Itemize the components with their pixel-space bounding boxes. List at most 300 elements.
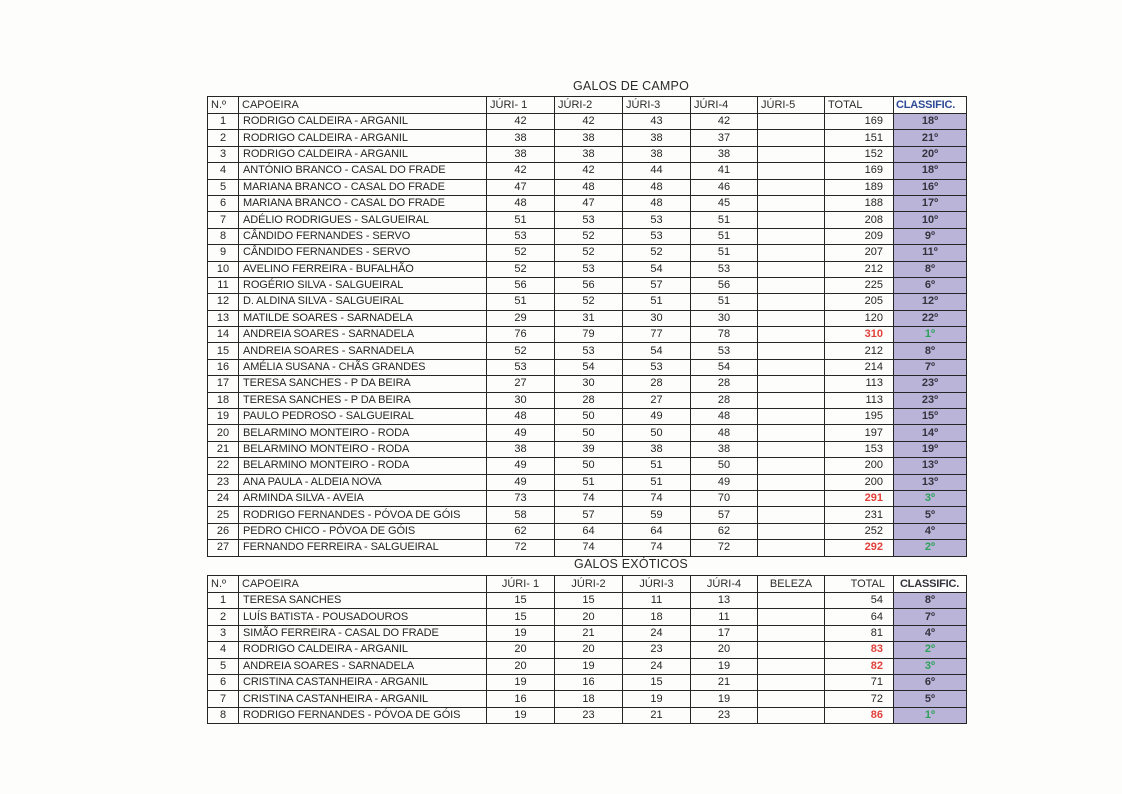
table-row [208,691,967,707]
cell-juri2: 23 [555,707,623,723]
cell-juri1: 49 [487,474,555,490]
cell-classific: 18º [894,114,967,130]
cell-extra [758,691,825,707]
cell-total: 188 [825,195,894,211]
cell-capoeira: RODRIGO CALDEIRA - ARGANIL [239,130,487,146]
cell-extra [758,642,825,658]
cell-juri1: 58 [487,507,555,523]
cell-juri4: 70 [691,490,758,506]
cell-juri4: 42 [691,114,758,130]
cell-juri1: 72 [487,540,555,556]
cell-juri4: 17 [691,625,758,641]
cell-extra [758,674,825,690]
cell-juri2: 15 [555,593,623,609]
cell-juri2: 64 [555,523,623,539]
column-header-classific: CLASSIFIC. [894,576,967,593]
cell-juri2: 38 [555,146,623,162]
cell-juri3: 64 [623,523,691,539]
cell-total: 195 [825,409,894,425]
cell-extra [758,458,825,474]
cell-juri4: 46 [691,179,758,195]
table-row [208,294,967,310]
cell-juri2: 20 [555,609,623,625]
cell-juri2: 56 [555,277,623,293]
cell-extra [758,212,825,228]
cell-capoeira: AVELINO FERREIRA - BUFALHÃO [239,261,487,277]
cell-number: 13 [208,310,239,326]
cell-number: 14 [208,327,239,343]
cell-number: 7 [208,691,239,707]
cell-capoeira: ROGÉRIO SILVA - SALGUEIRAL [239,277,487,293]
cell-classific: 14º [894,425,967,441]
cell-total: 200 [825,474,894,490]
cell-juri3: 11 [623,593,691,609]
cell-classific: 13º [894,474,967,490]
cell-number: 4 [208,642,239,658]
column-header-capoeira: CAPOEIRA [239,576,487,593]
cell-juri2: 30 [555,376,623,392]
cell-juri3: 24 [623,625,691,641]
cell-number: 25 [208,507,239,523]
cell-juri3: 19 [623,691,691,707]
cell-juri1: 52 [487,261,555,277]
cell-classific: 2º [894,540,967,556]
cell-juri1: 15 [487,593,555,609]
cell-number: 8 [208,707,239,723]
cell-extra [758,625,825,641]
table-row [208,441,967,457]
cell-number: 27 [208,540,239,556]
cell-juri2: 74 [555,490,623,506]
cell-total: 205 [825,294,894,310]
cell-total: 291 [825,490,894,506]
cell-juri4: 37 [691,130,758,146]
cell-capoeira: ADÉLIO RODRIGUES - SALGUEIRAL [239,212,487,228]
cell-capoeira: BELARMINO MONTEIRO - RODA [239,441,487,457]
cell-juri3: 30 [623,310,691,326]
cell-juri3: 54 [623,261,691,277]
table-row [208,359,967,375]
cell-juri4: 53 [691,261,758,277]
cell-juri1: 52 [487,343,555,359]
cell-total: 310 [825,327,894,343]
cell-juri4: 45 [691,195,758,211]
cell-juri4: 23 [691,707,758,723]
cell-juri1: 52 [487,245,555,261]
cell-juri4: 41 [691,163,758,179]
cell-extra [758,376,825,392]
cell-juri4: 50 [691,458,758,474]
cell-total: 169 [825,163,894,179]
cell-total: 200 [825,458,894,474]
table-row [208,609,967,625]
table-row [208,409,967,425]
cell-number: 18 [208,392,239,408]
cell-juri3: 51 [623,458,691,474]
column-header-juri1: JÚRI- 1 [487,576,555,593]
cell-capoeira: MARIANA BRANCO - CASAL DO FRADE [239,195,487,211]
cell-classific: 19º [894,441,967,457]
cell-juri2: 28 [555,392,623,408]
cell-classific: 4º [894,625,967,641]
cell-juri3: 74 [623,490,691,506]
cell-number: 22 [208,458,239,474]
cell-capoeira: TERESA SANCHES - P DA BEIRA [239,376,487,392]
cell-classific: 21º [894,130,967,146]
galos-de-campo-title: GALOS DE CAMPO [572,79,690,93]
cell-juri3: 74 [623,540,691,556]
cell-juri3: 59 [623,507,691,523]
cell-extra [758,261,825,277]
cell-juri4: 51 [691,228,758,244]
cell-classific: 23º [894,376,967,392]
cell-number: 15 [208,343,239,359]
galos-de-campo-table [207,96,967,557]
cell-juri3: 43 [623,114,691,130]
cell-extra [758,490,825,506]
cell-juri2: 20 [555,642,623,658]
cell-classific: 4º [894,523,967,539]
column-header-juri4: JÚRI-4 [691,576,758,593]
cell-extra [758,343,825,359]
cell-number: 12 [208,294,239,310]
cell-juri4: 53 [691,343,758,359]
table-row [208,642,967,658]
table-row [208,458,967,474]
cell-classific: 7º [894,609,967,625]
cell-juri1: 20 [487,642,555,658]
cell-total: 120 [825,310,894,326]
table-row [208,212,967,228]
cell-juri4: 28 [691,376,758,392]
cell-juri2: 21 [555,625,623,641]
cell-juri1: 51 [487,212,555,228]
cell-juri4: 48 [691,409,758,425]
column-header-juri2: JÚRI-2 [555,97,623,114]
cell-juri3: 53 [623,359,691,375]
cell-juri4: 30 [691,310,758,326]
cell-total: 72 [825,691,894,707]
column-header-total: TOTAL [825,576,894,593]
column-header-juri4: JÚRI-4 [691,97,758,114]
cell-total: 197 [825,425,894,441]
column-header-juri5: JÚRI-5 [758,97,825,114]
table-row [208,425,967,441]
table-row [208,114,967,130]
cell-number: 1 [208,114,239,130]
cell-juri3: 48 [623,195,691,211]
cell-juri3: 38 [623,146,691,162]
cell-capoeira: ARMINDA SILVA - AVEIA [239,490,487,506]
cell-juri1: 38 [487,130,555,146]
cell-capoeira: MATILDE SOARES - SARNADELA [239,310,487,326]
cell-total: 64 [825,609,894,625]
cell-total: 189 [825,179,894,195]
cell-classific: 17º [894,195,967,211]
galos-exoticos-title: GALOS EXÓTICOS [574,557,688,571]
cell-total: 209 [825,228,894,244]
cell-number: 9 [208,245,239,261]
cell-juri1: 53 [487,359,555,375]
cell-juri2: 19 [555,658,623,674]
cell-juri1: 38 [487,146,555,162]
cell-total: 169 [825,114,894,130]
cell-capoeira: CRISTINA CASTANHEIRA - ARGANIL [239,691,487,707]
cell-juri3: 28 [623,376,691,392]
cell-juri4: 38 [691,441,758,457]
table-row [208,277,967,293]
cell-extra [758,146,825,162]
cell-capoeira: ANA PAULA - ALDEIA NOVA [239,474,487,490]
cell-juri3: 44 [623,163,691,179]
cell-classific: 12º [894,294,967,310]
cell-juri3: 27 [623,392,691,408]
cell-juri1: 53 [487,228,555,244]
cell-juri4: 62 [691,523,758,539]
cell-juri1: 51 [487,294,555,310]
cell-juri4: 19 [691,658,758,674]
cell-capoeira: LUÍS BATISTA - POUSADOUROS [239,609,487,625]
cell-total: 82 [825,658,894,674]
cell-number: 3 [208,146,239,162]
cell-juri1: 47 [487,179,555,195]
cell-juri1: 42 [487,163,555,179]
cell-number: 1 [208,593,239,609]
table-row [208,195,967,211]
cell-juri3: 50 [623,425,691,441]
column-header-n: N.º [208,576,239,593]
cell-number: 17 [208,376,239,392]
cell-extra [758,707,825,723]
table-row [208,163,967,179]
cell-total: 207 [825,245,894,261]
cell-total: 225 [825,277,894,293]
cell-capoeira: ANDREIA SOARES - SARNADELA [239,327,487,343]
cell-classific: 16º [894,179,967,195]
cell-juri1: 19 [487,707,555,723]
cell-juri1: 49 [487,425,555,441]
cell-number: 10 [208,261,239,277]
cell-juri3: 51 [623,474,691,490]
cell-extra [758,441,825,457]
cell-juri3: 23 [623,642,691,658]
cell-juri4: 51 [691,212,758,228]
cell-extra [758,310,825,326]
cell-capoeira: SIMÃO FERREIRA - CASAL DO FRADE [239,625,487,641]
cell-number: 24 [208,490,239,506]
cell-extra [758,523,825,539]
cell-number: 21 [208,441,239,457]
cell-capoeira: MARIANA BRANCO - CASAL DO FRADE [239,179,487,195]
cell-number: 3 [208,625,239,641]
cell-number: 8 [208,228,239,244]
table-row [208,490,967,506]
cell-classific: 23º [894,392,967,408]
cell-juri3: 51 [623,294,691,310]
cell-capoeira: PAULO PEDROSO - SALGUEIRAL [239,409,487,425]
cell-classific: 5º [894,507,967,523]
cell-juri4: 11 [691,609,758,625]
cell-total: 208 [825,212,894,228]
cell-juri4: 54 [691,359,758,375]
table-row [208,310,967,326]
table-row [208,327,967,343]
cell-extra [758,609,825,625]
cell-number: 20 [208,425,239,441]
cell-juri3: 49 [623,409,691,425]
cell-number: 2 [208,609,239,625]
table-row [208,523,967,539]
cell-total: 83 [825,642,894,658]
cell-extra [758,179,825,195]
cell-juri2: 38 [555,130,623,146]
cell-juri2: 52 [555,294,623,310]
table-row [208,474,967,490]
cell-juri2: 16 [555,674,623,690]
cell-extra [758,593,825,609]
cell-total: 54 [825,593,894,609]
cell-juri1: 20 [487,658,555,674]
table-row [208,376,967,392]
cell-juri3: 54 [623,343,691,359]
cell-juri2: 39 [555,441,623,457]
cell-number: 23 [208,474,239,490]
cell-extra [758,409,825,425]
cell-total: 113 [825,392,894,408]
cell-juri3: 38 [623,130,691,146]
cell-total: 252 [825,523,894,539]
cell-juri1: 16 [487,691,555,707]
table-row [208,179,967,195]
galos-exoticos-table [207,575,967,724]
cell-total: 81 [825,625,894,641]
cell-classific: 22º [894,310,967,326]
cell-juri2: 50 [555,425,623,441]
cell-number: 5 [208,179,239,195]
column-header-n: N.º [208,97,239,114]
cell-classific: 13º [894,458,967,474]
cell-juri3: 53 [623,212,691,228]
table-row [208,392,967,408]
cell-classific: 7º [894,359,967,375]
cell-number: 7 [208,212,239,228]
cell-juri1: 19 [487,674,555,690]
cell-capoeira: ANTÓNIO BRANCO - CASAL DO FRADE [239,163,487,179]
cell-juri4: 56 [691,277,758,293]
column-header-juri2: JÚRI-2 [555,576,623,593]
cell-juri2: 50 [555,409,623,425]
header-row [208,97,967,114]
cell-juri1: 42 [487,114,555,130]
table-row [208,130,967,146]
cell-number: 16 [208,359,239,375]
cell-classific: 3º [894,490,967,506]
cell-classific: 1º [894,707,967,723]
cell-classific: 20º [894,146,967,162]
cell-classific: 18º [894,163,967,179]
cell-juri2: 54 [555,359,623,375]
cell-juri2: 50 [555,458,623,474]
column-header-juri3: JÚRI-3 [623,576,691,593]
column-header-juri3: JÚRI-3 [623,97,691,114]
cell-extra [758,114,825,130]
cell-juri4: 19 [691,691,758,707]
cell-capoeira: CÂNDIDO FERNANDES - SERVO [239,228,487,244]
table-row [208,593,967,609]
cell-extra [758,425,825,441]
cell-juri4: 20 [691,642,758,658]
cell-juri1: 48 [487,195,555,211]
cell-total: 212 [825,343,894,359]
cell-juri2: 53 [555,212,623,228]
column-header-total: TOTAL [825,97,894,114]
table-row [208,228,967,244]
cell-total: 151 [825,130,894,146]
cell-juri2: 47 [555,195,623,211]
cell-number: 19 [208,409,239,425]
cell-extra [758,392,825,408]
cell-juri4: 78 [691,327,758,343]
cell-juri2: 48 [555,179,623,195]
cell-total: 292 [825,540,894,556]
cell-total: 71 [825,674,894,690]
cell-juri3: 21 [623,707,691,723]
cell-total: 152 [825,146,894,162]
cell-number: 2 [208,130,239,146]
cell-capoeira: BELARMINO MONTEIRO - RODA [239,458,487,474]
cell-juri1: 29 [487,310,555,326]
cell-juri2: 52 [555,245,623,261]
cell-total: 86 [825,707,894,723]
cell-extra [758,163,825,179]
table-row [208,707,967,723]
cell-juri4: 49 [691,474,758,490]
cell-classific: 5º [894,691,967,707]
cell-total: 113 [825,376,894,392]
cell-extra [758,540,825,556]
table-row [208,245,967,261]
table-row [208,146,967,162]
cell-classific: 8º [894,261,967,277]
cell-juri3: 18 [623,609,691,625]
cell-juri4: 57 [691,507,758,523]
cell-extra [758,195,825,211]
cell-juri1: 73 [487,490,555,506]
cell-extra [758,277,825,293]
cell-classific: 10º [894,212,967,228]
column-header-juri1: JÚRI- 1 [487,97,555,114]
cell-juri4: 13 [691,593,758,609]
cell-capoeira: RODRIGO CALDEIRA - ARGANIL [239,146,487,162]
table-row [208,343,967,359]
cell-juri3: 24 [623,658,691,674]
cell-extra [758,294,825,310]
cell-juri1: 62 [487,523,555,539]
cell-capoeira: RODRIGO FERNANDES - PÓVOA DE GÓIS [239,507,487,523]
cell-juri1: 19 [487,625,555,641]
cell-classific: 15º [894,409,967,425]
cell-juri1: 27 [487,376,555,392]
cell-classific: 3º [894,658,967,674]
cell-extra [758,327,825,343]
cell-juri3: 57 [623,277,691,293]
cell-juri1: 15 [487,609,555,625]
cell-juri2: 79 [555,327,623,343]
cell-capoeira: D. ALDINA SILVA - SALGUEIRAL [239,294,487,310]
cell-number: 4 [208,163,239,179]
cell-juri4: 28 [691,392,758,408]
cell-juri4: 38 [691,146,758,162]
